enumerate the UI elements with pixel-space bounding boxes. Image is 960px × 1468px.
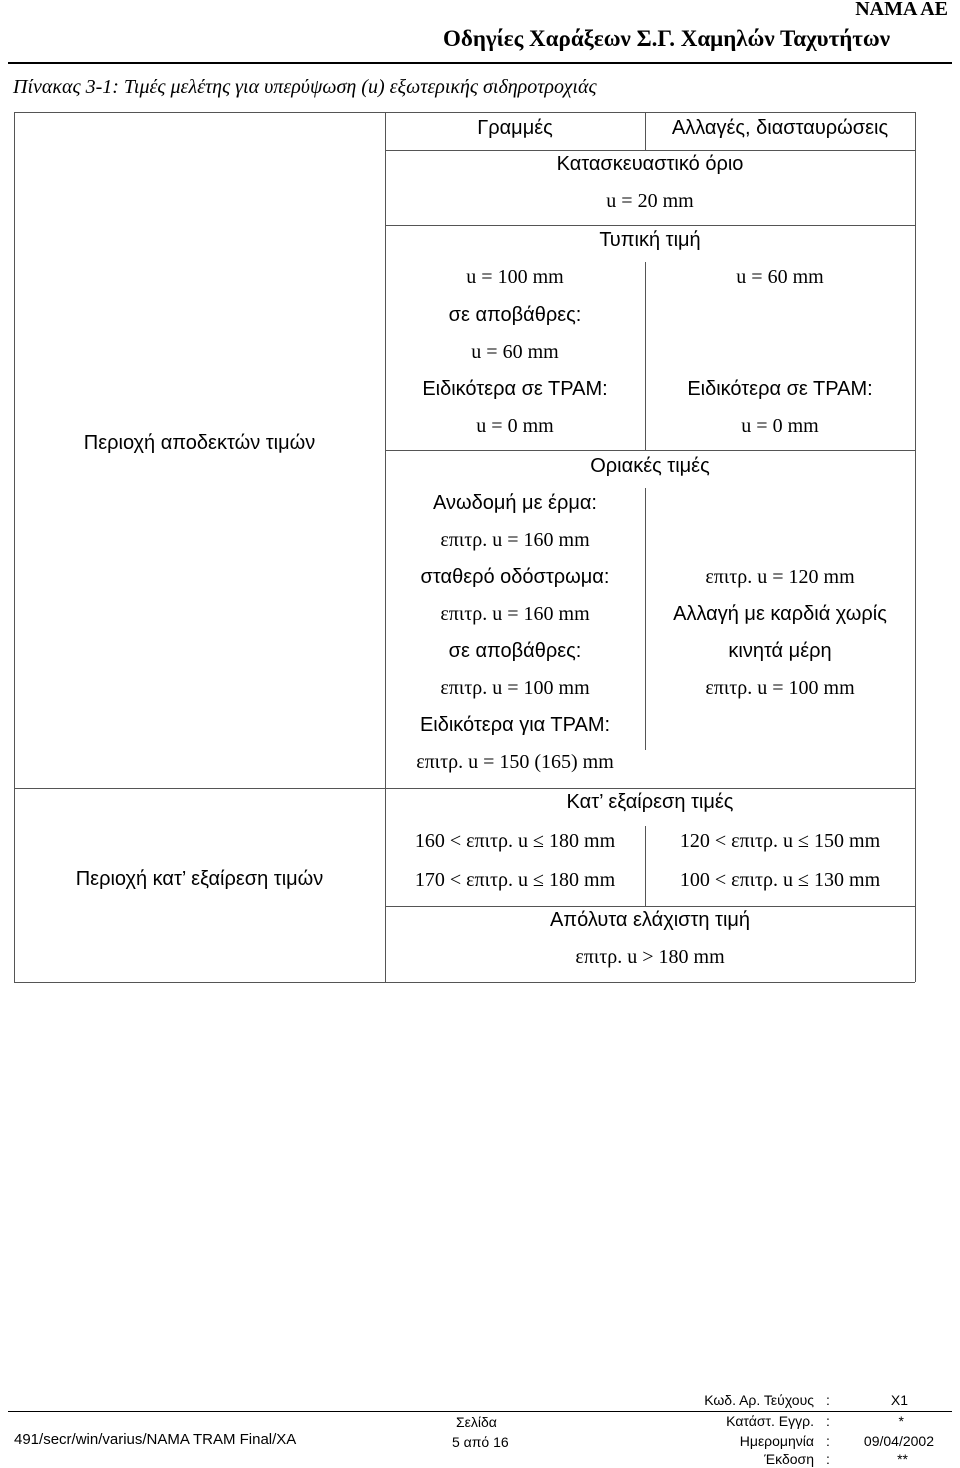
row-label-exceptional: Περιοχή κατ’ εξαίρεση τιμών [75,868,324,890]
limit-lines-5: σε αποβάθρες: [448,640,582,662]
rule-after-header [385,150,915,151]
region-separator [14,788,385,789]
meta-label-date: Ημερομηνία [739,1433,814,1449]
typical-lines-3: u = 60 mm [471,341,559,363]
rule-before-except [385,788,915,789]
table-border-right [915,112,916,982]
except-lines-1: 160 < επιτρ. u ≤ 180 mm [414,830,616,852]
meta-label-version: Έκδοση [764,1451,814,1467]
footer-rule [8,1411,952,1412]
limit-switches-4: επιτρ. u = 100 mm [705,677,855,699]
typical-lines-5: u = 0 mm [476,415,554,437]
footer-page-label: Σελίδα [456,1414,497,1430]
limit-title: Οριακές τιμές [590,455,710,477]
footer-page-value: 5 από 16 [452,1434,509,1450]
typical-switches-1: u = 60 mm [736,266,824,288]
limit-lines-3: σταθερό οδόστρωμα: [420,566,610,588]
rule-before-absmin [385,906,915,907]
construction-limit-title: Κατασκευαστικό όριο [556,153,744,175]
typical-lines-4: Ειδικότερα σε ΤΡΑΜ: [422,378,608,400]
table-border-bottom [14,982,915,983]
typical-switches-3: u = 0 mm [741,415,819,437]
except-switches-1: 120 < επιτρ. u ≤ 150 mm [679,830,881,852]
limit-lines-6: επιτρ. u = 100 mm [440,677,590,699]
table-caption: Πίνακας 3-1: Τιμές μελέτης για υπερύψωση (u) εξωτερικής σιδηροτροχιάς [13,76,597,98]
except-lines-2: 170 < επιτρ. u ≤ 180 mm [414,869,616,891]
meta-value-status: * [898,1413,904,1429]
meta-value-issue: X1 [890,1392,908,1408]
construction-limit-value: u = 20 mm [606,190,694,212]
col-header-switches: Αλλαγές, διασταυρώσεις [671,117,889,139]
absmin-title: Απόλυτα ελάχιστη τιμή [549,909,751,931]
except-switches-2: 100 < επιτρ. u ≤ 130 mm [679,869,881,891]
except-title: Κατ’ εξαίρεση τιμές [566,791,734,813]
header-rule [8,62,952,64]
limit-lines-8: επιτρ. u = 150 (165) mm [416,751,614,773]
typical-title: Τυπική τιμή [599,229,701,251]
rule-before-limit [385,450,915,451]
company-name: ΝΑΜΑ ΑΕ [855,0,948,20]
row-label-accepted: Περιοχή αποδεκτών τιμών [83,432,316,454]
limit-lines-1: Ανωδομή με έρμα: [433,492,597,514]
limit-switches-1: επιτρ. u = 120 mm [705,566,855,588]
typical-lines-1: u = 100 mm [466,266,564,288]
meta-sep-version: : [826,1451,830,1467]
table-border-top [14,112,915,113]
absmin-value: επιτρ. u > 180 mm [575,946,725,968]
meta-sep-date: : [826,1433,830,1449]
meta-label-status: Κατάστ. Εγγρ. [726,1413,814,1429]
rule-after-construction [385,225,915,226]
meta-sep-status: : [826,1413,830,1429]
limit-lines-4: επιτρ. u = 160 mm [440,603,590,625]
col-header-lines: Γραμμές [477,117,553,139]
limit-lines-2: επιτρ. u = 160 mm [440,529,590,551]
meta-sep-issue: : [826,1392,830,1408]
limit-lines-7: Ειδικότερα για ΤΡΑΜ: [419,714,611,736]
meta-label-issue: Κωδ. Αρ. Τεύχους [704,1392,814,1408]
typical-switches-2: Ειδικότερα σε ΤΡΑΜ: [687,378,873,400]
footer-file-path: 491/secr/win/varius/NAMA TRAM Final/XA [14,1431,297,1448]
meta-value-date: 09/04/2002 [863,1433,934,1449]
limit-switches-2: Αλλαγή με καρδιά χωρίς [673,603,887,625]
typical-lines-2: σε αποβάθρες: [448,304,582,326]
document-title: Οδηγίες Χαράξεων Σ.Γ. Χαμηλών Ταχυτήτων [443,26,890,51]
limit-switches-3: κινητά μέρη [728,640,832,662]
table-border-left [14,112,15,982]
meta-value-version: ** [897,1451,908,1467]
